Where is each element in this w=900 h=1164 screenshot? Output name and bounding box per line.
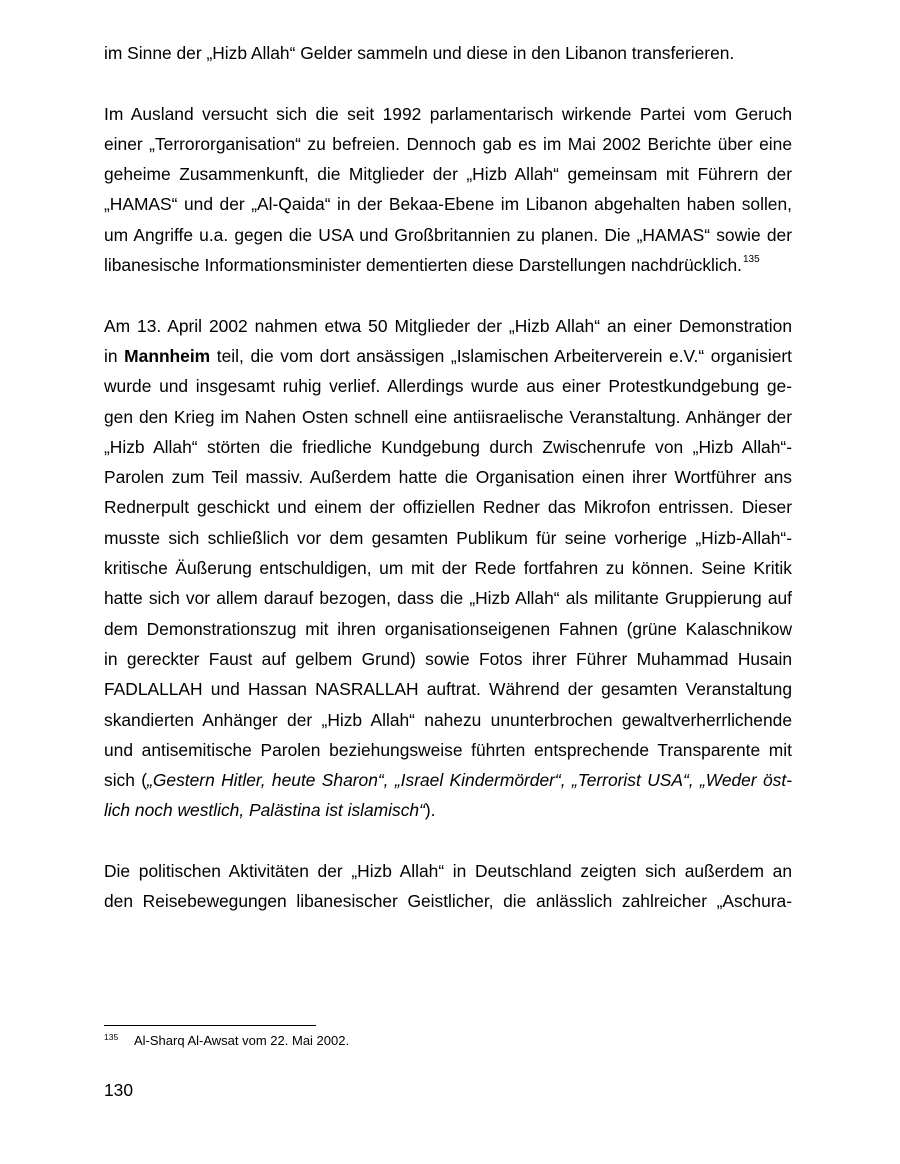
paragraph <box>104 311 792 826</box>
text-line <box>104 189 792 219</box>
text-line <box>104 250 792 280</box>
footnote-reference: 135 <box>743 254 760 266</box>
italic-quote: „Gestern Hitler, heute Sharon“, „Israel Kindermörder“, „Terrorist USA“, „Weder öst- <box>147 770 792 791</box>
text-line <box>104 856 792 886</box>
text-segment: Die politischen Aktivitäten der „Hizb Allah“ in Deutschland zeigten sich außerdem an <box>104 861 792 882</box>
paragraph <box>104 99 792 281</box>
text-segment: skandierten Anhänger der „Hizb Allah“ nahezu ununterbrochen gewaltverherrlichende <box>104 709 792 730</box>
text-segment: Im Ausland versucht sich die seit 1992 parlamentarisch wirkende Partei vom Geruch <box>104 103 792 124</box>
text-segment: und antisemitische Parolen beziehungsweise führten entsprechende Transparente mit <box>104 739 792 760</box>
footnote-text: Al-Sharq Al-Awsat vom 22. Mai 2002. <box>134 1033 350 1048</box>
text-line <box>104 553 792 583</box>
text-segment: sich ( <box>104 770 148 791</box>
main-text <box>104 38 792 917</box>
bold-text: Mannheim <box>124 345 211 366</box>
text-line <box>104 765 792 795</box>
text-line <box>104 735 792 765</box>
text-segment: ). <box>424 800 436 821</box>
text-segment: in gereckter Faust auf gelbem Grund) sowie Fotos ihrer Führer Muhammad Husain <box>104 648 792 669</box>
text-line <box>104 674 792 704</box>
text-line <box>104 795 792 825</box>
text-line <box>104 220 792 250</box>
text-line <box>104 886 792 916</box>
text-segment: gen den Krieg im Nahen Osten schnell eine antiisraelische Veranstaltung. Anhänger der <box>104 406 792 427</box>
text-line <box>104 432 792 462</box>
text-line <box>104 38 792 68</box>
text-segment: Rednerpult geschickt und einem der offiziellen Redner das Mikrofon entrissen. Dieser <box>104 497 792 518</box>
text-segment: „HAMAS“ und der „Al-Qaida“ in der Bekaa-Ebene im Libanon abgehalten haben sollen, <box>104 194 792 215</box>
text-segment: um Angriffe u.a. gegen die USA und Großbritannien zu planen. Die „HAMAS“ sowie der <box>104 224 792 245</box>
paragraph <box>104 38 792 68</box>
page-number: 130 <box>104 1080 134 1100</box>
text-line <box>104 341 792 371</box>
text-line <box>104 371 792 401</box>
text-line <box>104 523 792 553</box>
text-line <box>104 462 792 492</box>
text-segment: musste sich schließlich vor dem gesamten Publikum für seine vorherige „Hizb-Allah“- <box>104 527 792 548</box>
text-segment: geheime Zusammenkunft, die Mitglieder der „Hizb Allah“ gemeinsam mit Führern der <box>104 164 792 185</box>
text-line <box>104 402 792 432</box>
text-segment: im Sinne der „Hizb Allah“ Gelder sammeln und diese in den Libanon transferieren. <box>104 43 735 63</box>
text-segment: wurde und insgesamt ruhig verlief. Allerdings wurde aus einer Protestkundgebung ge- <box>104 376 792 397</box>
text-segment: Am 13. April 2002 nahmen etwa 50 Mitglieder der „Hizb Allah“ an einer Demonstration <box>104 315 792 336</box>
text-segment: libanesische Informationsminister dementierten diese Darstellungen nachdrücklich. <box>104 255 742 276</box>
italic-quote: lich noch westlich, Palästina ist islamisch“ <box>104 800 425 821</box>
text-segment: hatte sich vor allem darauf bezogen, dass die „Hizb Allah“ als militante Gruppierung auf <box>104 588 792 609</box>
text-line <box>104 644 792 674</box>
text-line <box>104 99 792 129</box>
text-line <box>104 492 792 522</box>
text-segment: teil, die vom dort ansässigen „Islamischen Arbeiterverein e.V.“ organisiert <box>210 345 792 366</box>
text-line <box>104 614 792 644</box>
text-line <box>104 129 792 159</box>
footnote: 135 Al-Sharq Al-Awsat vom 22. Mai 2002. <box>104 1032 350 1048</box>
text-line <box>104 583 792 613</box>
text-segment: „Hizb Allah“ störten die friedliche Kundgebung durch Zwischenrufe von „Hizb Allah“- <box>104 436 792 457</box>
text-line <box>104 159 792 189</box>
text-segment: Parolen zum Teil massiv. Außerdem hatte die Organisation einen ihrer Wortführer ans <box>104 467 792 488</box>
text-segment: den Reisebewegungen libanesischer Geistlicher, die anlässlich zahlreicher „Aschura- <box>104 891 792 912</box>
text-segment: in <box>104 345 125 366</box>
paragraph <box>104 856 792 917</box>
text-line <box>104 705 792 735</box>
footnote-separator <box>104 1025 316 1026</box>
text-segment: dem Demonstrationszug mit ihren organisationseigenen Fahnen (grüne Kalaschnikow <box>104 618 792 639</box>
text-line <box>104 311 792 341</box>
text-segment: FADLALLAH und Hassan NASRALLAH auftrat. Während der gesamten Veranstaltung <box>104 679 792 700</box>
text-segment: kritische Äußerung entschuldigen, um mit der Rede fortfahren zu können. Seine Kritik <box>104 558 792 579</box>
text-segment: einer „Terrororganisation“ zu befreien. Dennoch gab es im Mai 2002 Berichte über eine <box>104 133 792 154</box>
